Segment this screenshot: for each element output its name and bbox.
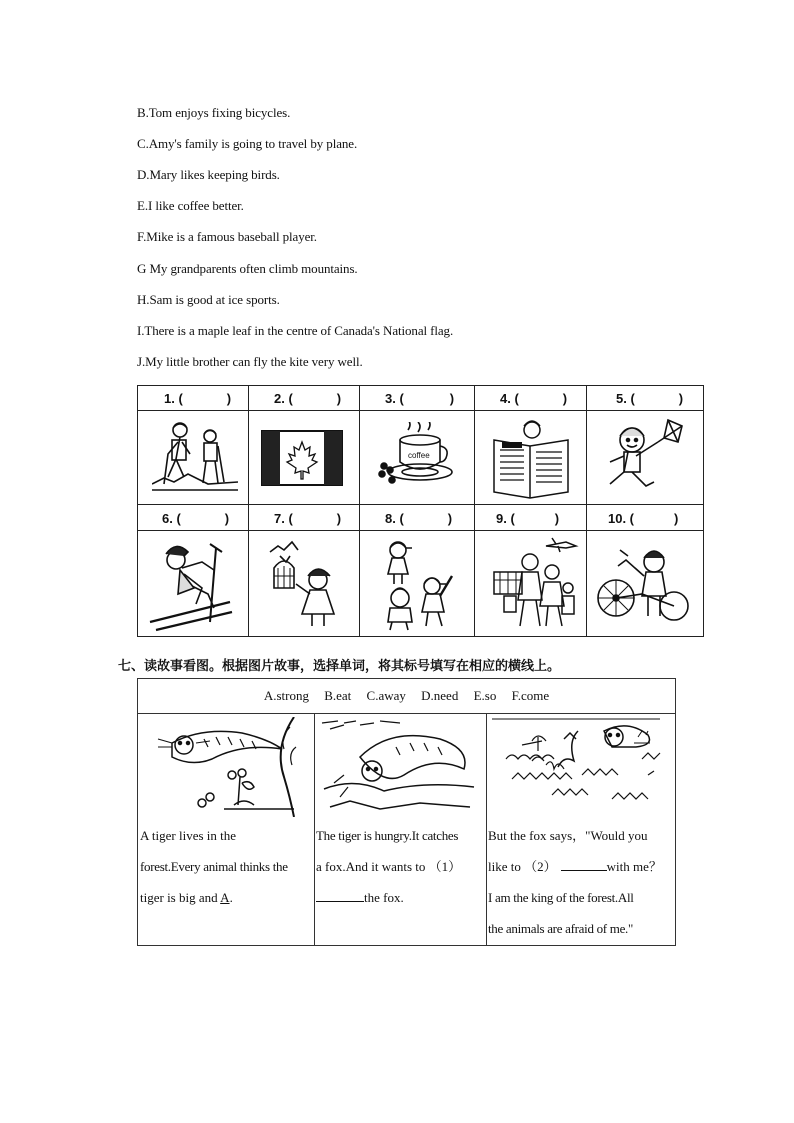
story-table: [137, 678, 676, 946]
example-answer: A: [220, 890, 230, 905]
bicycle-boy-picture: [594, 536, 694, 632]
grid-label-6: 6. ( ): [162, 511, 230, 526]
grid-label-2: 2. ( ): [274, 391, 342, 406]
story-3-line-4: the animals are afraid of me.": [488, 921, 634, 936]
blank-2[interactable]: [561, 858, 607, 871]
sentence-e: E.I like coffee better.: [137, 198, 244, 213]
baseball-kids-picture: [378, 536, 458, 632]
sentence-i: I.There is a maple leaf in the centre of Canada's National flag.: [137, 323, 454, 338]
story-2-line-2: a fox.And it wants to （1）: [316, 859, 462, 874]
option-a: A.strong: [263, 688, 309, 703]
fox-tiger-picture: [492, 715, 672, 819]
word-options: [138, 688, 675, 704]
option-f: F.come: [511, 688, 550, 703]
option-b: B.eat: [324, 688, 352, 703]
tiger-picture-1: [144, 717, 304, 817]
grid-label-8: 8. ( ): [385, 511, 453, 526]
sentence-f: F.Mike is a famous baseball player.: [137, 229, 317, 244]
option-e: E.so: [473, 688, 497, 703]
option-d: D.need: [421, 688, 459, 703]
sentence-d: D.Mary likes keeping birds.: [137, 167, 280, 182]
story-col-1: [140, 820, 314, 913]
sentence-g: G My grandparents often climb mountains.: [137, 261, 358, 276]
story-2-line-1: The tiger is hungry.It catches: [316, 828, 459, 843]
grid-label-7: 7. ( ): [274, 511, 342, 526]
story-2-line-3: the fox.: [316, 882, 486, 913]
grid-label-5: 5. ( ): [616, 391, 684, 406]
sentence-c: C.Amy's family is going to travel by plane.: [137, 136, 358, 151]
story-1-line-3: tiger is big and A.: [140, 890, 233, 905]
picture-grid: [137, 385, 704, 637]
story-col-2: [316, 820, 486, 913]
sentence-b: B.Tom enjoys fixing bicycles.: [137, 105, 291, 120]
story-1-line-1: A tiger lives in the: [140, 828, 237, 843]
story-1-line-2: forest.Every animal thinks the: [140, 859, 288, 874]
grid-label-4: 4. ( ): [500, 391, 568, 406]
canada-flag-picture: [261, 430, 343, 486]
climbers-picture: [152, 416, 238, 498]
grid-label-9: 9. ( ): [496, 511, 560, 526]
skier-picture: [146, 538, 242, 632]
section-heading: 七、读故事看图。根据图片故事，选择单词，将其标号填写在相应的横线上。: [118, 659, 561, 674]
kite-boy-picture: [598, 416, 698, 498]
bird-girl-picture: [260, 538, 350, 630]
blank-1[interactable]: [316, 889, 364, 902]
travel-family-picture: [490, 536, 580, 632]
grid-label-3: 3. ( ): [385, 391, 455, 406]
sentence-j: J.My little brother can fly the kite very well.: [137, 354, 363, 369]
newspaper-reader-picture: [486, 416, 576, 500]
grid-label-1: 1. ( ): [164, 391, 232, 406]
story-3-line-1: But the fox says，"Would you: [488, 828, 648, 843]
option-c: C.away: [366, 688, 406, 703]
grid-label-10: 10. ( ): [608, 511, 679, 526]
tiger-picture-2: [320, 717, 480, 817]
svg-text:coffee: coffee: [408, 451, 430, 460]
story-3-line-3: I am the king of the forest.All: [488, 890, 634, 905]
story-col-3: [488, 820, 676, 944]
sentence-h: H.Sam is good at ice sports.: [137, 292, 280, 307]
story-3-line-2: like to （2） with me？: [488, 859, 662, 874]
coffee-cup-picture: [374, 422, 464, 498]
